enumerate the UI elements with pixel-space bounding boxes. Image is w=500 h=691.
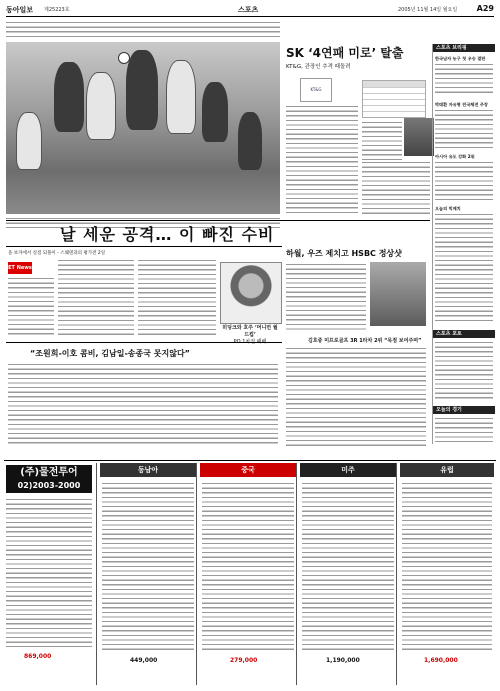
soccer-byline: 올 보자에서 실점 되풀이 - 스웨덴과의 평가전 2일 [8,251,106,256]
page-number: A29 [476,4,494,13]
sidebar-item: 오늘의 빅매치 [435,206,461,211]
sidebar-text [435,340,493,400]
basketball-body-3 [362,160,430,216]
golfer-photo [370,262,426,326]
soccer-photo [6,42,280,214]
soccer-body-2 [58,258,134,338]
coach-caption-title: 히딩크와 호주 ‘머니먼 월드컵’ [222,325,278,338]
ad-travel-3 [200,463,297,685]
sidebar-head-photo: 스포츠 포토 [433,330,495,338]
sidebar-head-games: 오늘의 경기 [433,406,495,414]
partner-badge: ET News [8,262,32,274]
sidebar-text [435,160,493,200]
basketball-subtitle: KT&G, 관장인 추격 때돌려 [286,64,351,70]
paper-logo: 동아일보 [6,6,34,14]
sidebar-text [435,108,493,148]
ad-listings [402,481,492,651]
golf-caption: 김호중 미프로골프 3R 1타차 2위 “목점 보여주며” [308,338,422,344]
section-title: 스포츠 [238,6,259,14]
ad-travel-2 [100,463,197,685]
sidebar-item: 박태환 자유형 전국체전 주장 [435,102,488,107]
ad-listings [202,481,294,651]
basketball-headline: SK ‘4연패 미로’ 탈출 [286,46,404,60]
ad-listings [302,481,394,651]
masthead [6,4,494,17]
ad-price: 1,690,000 [424,657,458,664]
ad-listings [6,497,92,647]
sidebar-item: 한국남자 농구 첫 우승 결판 [435,56,486,61]
soccer-headline: 날 세운 공격… 이 빠진 수비 [60,225,275,244]
ad-listings [102,481,194,651]
golf-body-1 [286,262,366,332]
ad-phone: 02)2003-2000 [17,481,81,490]
ad-brand: (주)물전투어 [20,467,78,478]
ad-price: 279,000 [230,657,258,664]
sidebar [432,44,495,444]
ad-header: 미주 [300,463,396,477]
ad-section [4,460,496,688]
issue-date: 2005년 11월 14일 월요일 [398,7,458,13]
coach-caption-sub: PO 1차전 패배 [233,339,267,345]
issue-number: 제25223호 [44,7,70,13]
quote-body [8,362,278,446]
golf-body-2 [286,346,426,446]
coach-photo [220,262,282,324]
player-photo [404,118,434,156]
team-logo: KT&G [300,78,332,102]
ad-price: 1,190,000 [326,657,360,664]
ad-price: 449,000 [130,657,158,664]
ad-price: 869,000 [24,653,52,660]
quote-headline: “조원희-이호 콤비, 김남일-송종국 못지않다” [30,349,190,358]
sidebar-text [435,416,493,442]
divider [6,246,282,247]
sidebar-text [435,62,493,96]
ad-header: 중국 [200,463,296,477]
ad-travel-5 [400,463,494,685]
golf-headline: 하월, 우즈 제치고 HSBC 정상샷 [286,249,402,258]
ad-header: 유럽 [400,463,494,477]
ad-header: 동남아 [100,463,196,477]
sidebar-item: 아시아 유도 강화 2위 [435,154,475,159]
soccer-body-3 [138,258,216,338]
sidebar-head-briefing: 스포츠 브리핑 [433,44,495,52]
sidebar-text [435,212,493,322]
top-text [6,20,280,40]
score-table [362,80,426,118]
ad-travel-4 [300,463,397,685]
ad-travel-1 [4,463,97,685]
divider [6,342,282,343]
basketball-body-1 [286,104,358,216]
divider [6,220,430,221]
soccer-body-1 [8,276,54,338]
